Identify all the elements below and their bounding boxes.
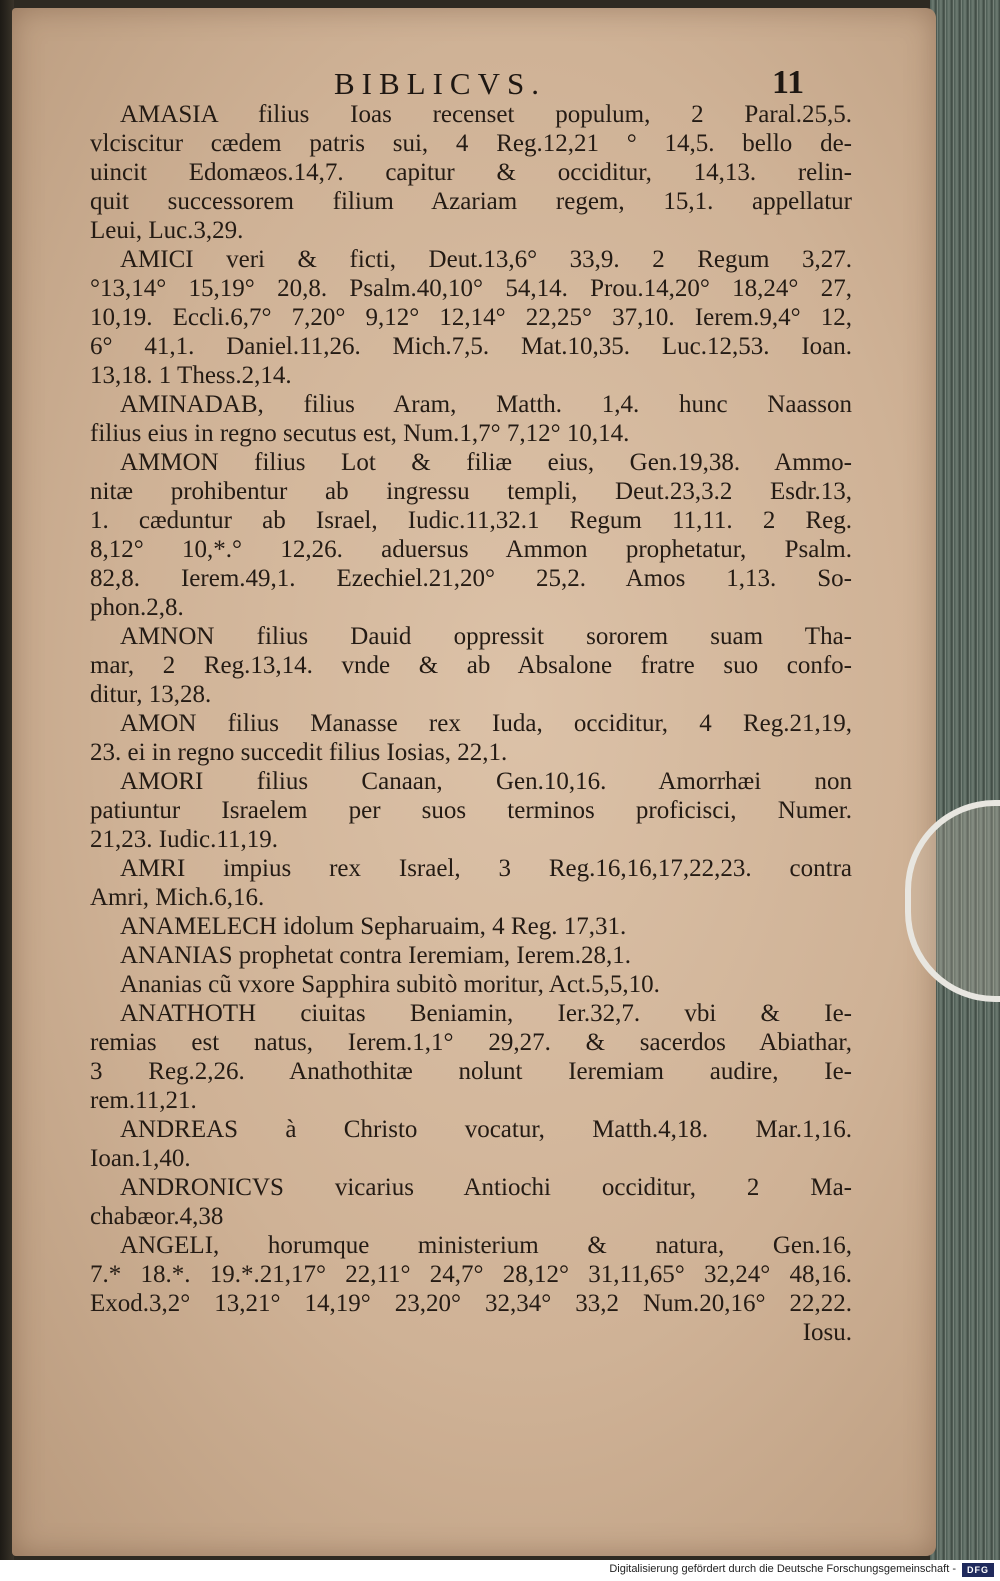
text-line: AMRI impius rex Israel, 3 Reg.16,16,17,22,23. contra xyxy=(120,855,852,882)
footer-bar xyxy=(0,1560,1000,1581)
text-line: AMORI filius Canaan, Gen.10,16. Amorrhæi non xyxy=(120,768,852,795)
text-line: patiuntur Israelem per suos terminos proficisci, Numer. xyxy=(90,797,852,824)
page-edges xyxy=(930,0,1000,1560)
text-line: Exod.3,2° 13,21° 14,19° 23,20° 32,34° 33,2 Num.20,16° 22,22. xyxy=(90,1290,852,1317)
text-line: 3 Reg.2,26. Anathothitæ nolunt Ieremiam audire, Ie- xyxy=(90,1058,852,1085)
text-line: 23. ei in regno succedit filius Iosias, 22,1. xyxy=(90,739,508,766)
text-line: ditur, 13,28. xyxy=(90,681,212,708)
text-line: Amri, Mich.6,16. xyxy=(90,884,265,911)
text-line: vlciscitur cædem patris sui, 4 Reg.12,21 ° 14,5. bello de- xyxy=(90,130,852,157)
dfg-logo: DFG xyxy=(962,1563,994,1577)
text-line: uincit Edomæos.14,7. capitur & occiditur, 14,13. relin- xyxy=(90,159,852,186)
text-line: °13,14° 15,19° 20,8. Psalm.40,10° 54,14. Prou.14,20° 18,24° 27, xyxy=(90,275,852,302)
text-line: 10,19. Eccli.6,7° 7,20° 9,12° 12,14° 22,25° 37,10. Ierem.9,4° 12, xyxy=(90,304,852,331)
text-line: ANDREAS à Christo vocatur, Matth.4,18. Mar.1,16. xyxy=(120,1116,852,1143)
text-line: AMNON filius Dauid oppressit sororem suam Tha- xyxy=(120,623,852,650)
text-line: Ananias cũ vxore Sapphira subitò moritur, Act.5,5,10. xyxy=(120,971,660,998)
book-page xyxy=(12,8,936,1556)
text-line: ANANIAS prophetat contra Ieremiam, Ierem.28,1. xyxy=(120,942,631,969)
text-line: 7.* 18.*. 19.*.21,17° 22,11° 24,7° 28,12° 31,11,65° 32,24° 48,16. xyxy=(90,1261,852,1288)
text-line: 8,12° 10,*.° 12,26. aduersus Ammon prophetatur, Psalm. xyxy=(90,536,852,563)
text-line: 82,8. Ierem.49,1. Ezechiel.21,20° 25,2. Amos 1,13. So- xyxy=(90,565,852,592)
page-number: 11 xyxy=(772,64,805,101)
text-line: 6° 41,1. Daniel.11,26. Mich.7,5. Mat.10,35. Luc.12,53. Ioan. xyxy=(90,333,852,360)
text-line: 13,18. 1 Thess.2,14. xyxy=(90,362,292,389)
text-line: chabæor.4,38 xyxy=(90,1203,224,1230)
text-line: mar, 2 Reg.13,14. vnde & ab Absalone fratre suo confo- xyxy=(90,652,852,679)
text-line: AMASIA filius Ioas recenset populum, 2 Paral.25,5. xyxy=(120,101,852,128)
text-line: 1. cæduntur ab Israel, Iudic.11,32.1 Regum 11,11. 2 Reg. xyxy=(90,507,852,534)
text-line: Leui, Luc.3,29. xyxy=(90,217,244,244)
text-line: rem.11,21. xyxy=(90,1087,197,1114)
text-line: AMMON filius Lot & filiæ eius, Gen.19,38. Ammo- xyxy=(120,449,852,476)
text-line: ANATHOTH ciuitas Beniamin, Ier.32,7. vbi & Ie- xyxy=(120,1000,852,1027)
text-line: AMINADAB, filius Aram, Matth. 1,4. hunc Naasson xyxy=(120,391,852,418)
text-line: AMICI veri & ficti, Deut.13,6° 33,9. 2 Regum 3,27. xyxy=(120,246,852,273)
footer-credit: Digitalisierung gefördert durch die Deutsche Forschungsgemeinschaft - xyxy=(609,1563,956,1575)
text-line: ANGELI, horumque ministerium & natura, Gen.16, xyxy=(120,1232,852,1259)
text-line: nitæ prohibentur ab ingressu templi, Deut.23,3.2 Esdr.13, xyxy=(90,478,852,505)
text-line: remias est natus, Ierem.1,1° 29,27. & sacerdos Abiathar, xyxy=(90,1029,852,1056)
text-line: ANAMELECH idolum Sepharuaim, 4 Reg. 17,31. xyxy=(120,913,627,940)
text-line: Ioan.1,40. xyxy=(90,1145,191,1172)
text-line: AMON filius Manasse rex Iuda, occiditur, 4 Reg.21,19, xyxy=(120,710,852,737)
running-title: BIBLICVS. xyxy=(334,66,546,101)
text-line: ANDRONICVS vicarius Antiochi occiditur, 2 Ma- xyxy=(120,1174,852,1201)
text-line: filius eius in regno secutus est, Num.1,7° 7,12° 10,14. xyxy=(90,420,630,447)
text-line: 21,23. Iudic.11,19. xyxy=(90,826,278,853)
text-line: Iosu. xyxy=(802,1319,852,1346)
text-line: phon.2,8. xyxy=(90,594,184,621)
text-line: quit successorem filium Azariam regem, 15,1. appellatur xyxy=(90,188,852,215)
index-text-block xyxy=(90,100,852,1347)
